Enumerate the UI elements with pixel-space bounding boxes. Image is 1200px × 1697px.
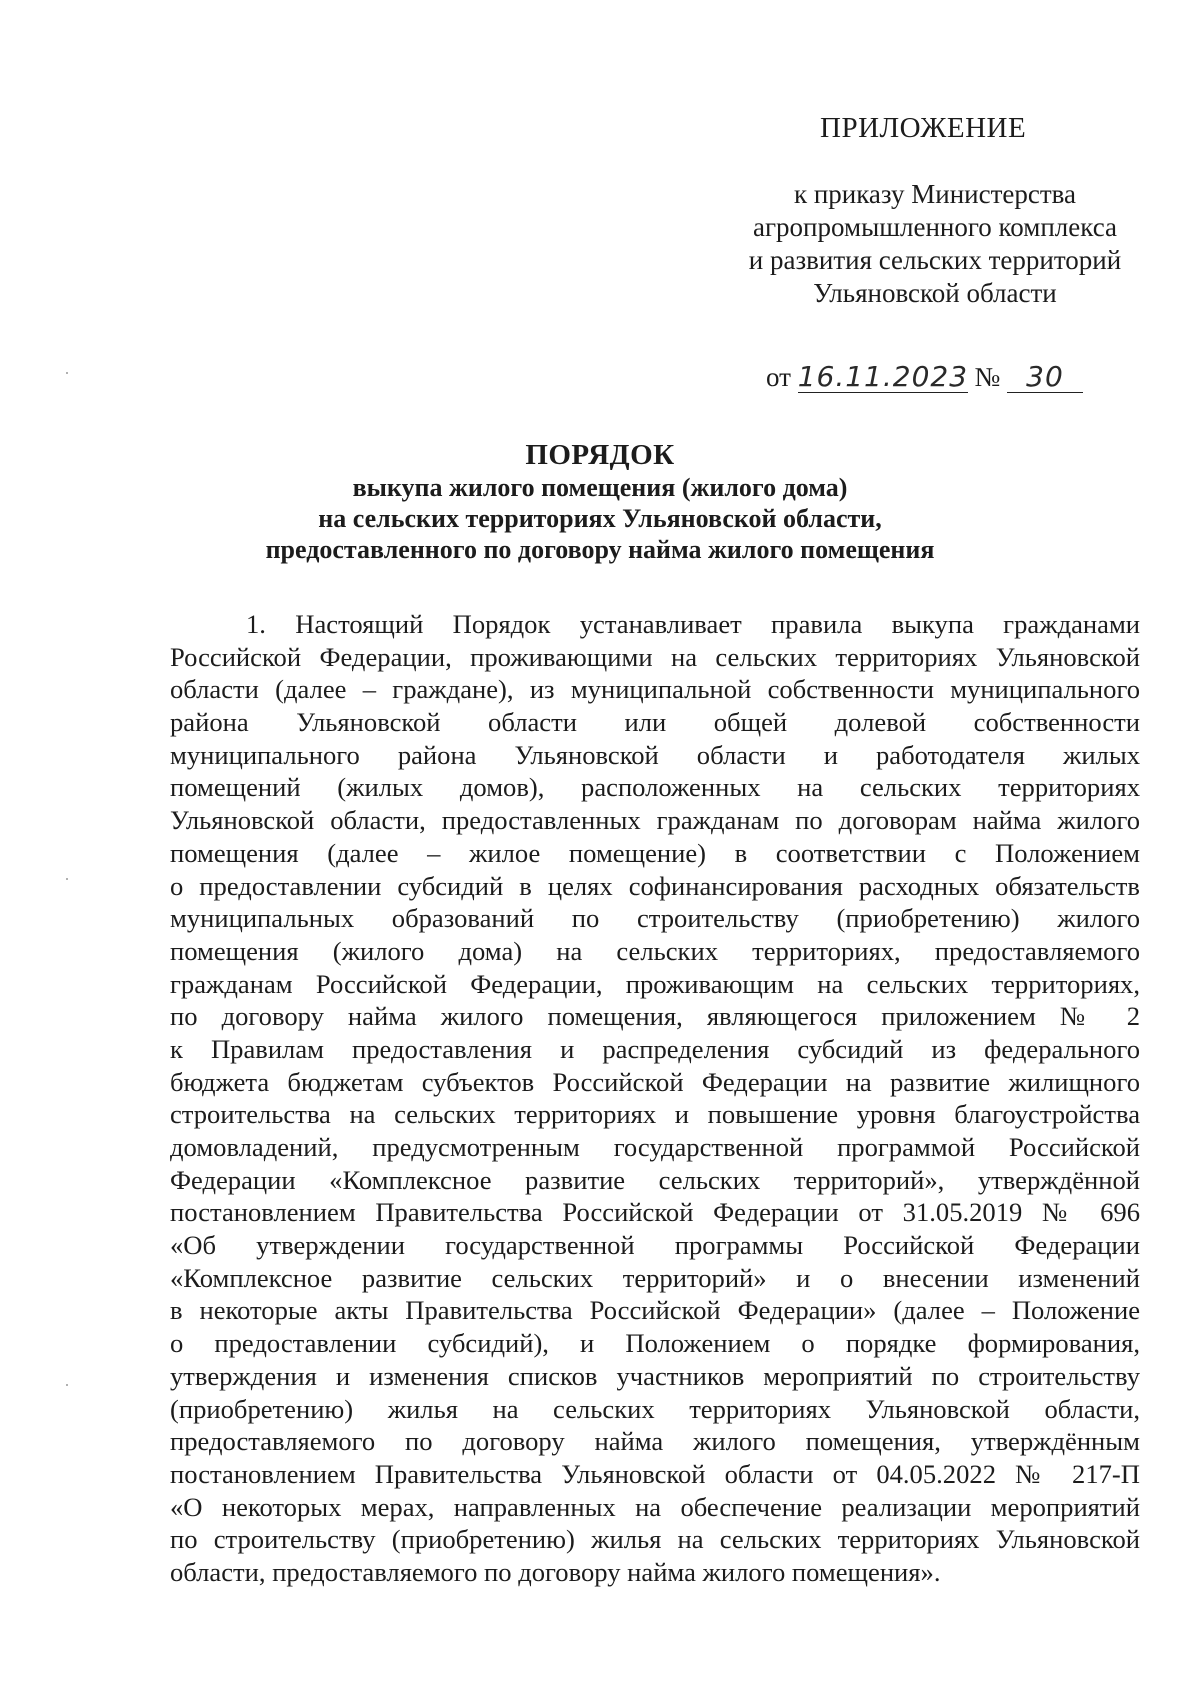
order-reference xyxy=(690,178,1180,310)
body-line: по договору найма жилого помещения, являющегося приложением № 2 xyxy=(170,1001,1140,1032)
body-line: о предоставлении субсидий), и Положением о порядке формирования, xyxy=(170,1328,1140,1359)
body-line: домовладений, предусмотренным государственной программой Российской xyxy=(170,1132,1140,1162)
order-ref-line: и развития сельских территорий xyxy=(748,245,1122,275)
paragraph-1 xyxy=(170,608,1140,1589)
body-line: в некоторые акты Правительства Российской Федерации» (далее – Положение xyxy=(170,1295,1140,1326)
body-line: постановлением Правительства Ульяновской области от 04.05.2022 № 217-П xyxy=(170,1458,1140,1489)
body-line: помещения (жилого дома) на сельских территориях, предоставляемого xyxy=(170,935,1140,966)
body-line: «О некоторых мерах, направленных на обеспечение реализации мероприятий xyxy=(170,1491,1140,1522)
scan-speck xyxy=(66,878,68,880)
body-line: по строительству (приобретению) жилья на сельских территориях Ульяновской xyxy=(170,1524,1140,1555)
heading-subtitle-line: на сельских территориях Ульяновской области, xyxy=(318,504,882,533)
body-line: (приобретению) жилья на сельских территориях Ульяновской области, xyxy=(170,1393,1140,1424)
body-line: Российской Федерации, проживающими на сельских территориях Ульяновской xyxy=(170,641,1140,672)
body-line: гражданам Российской Федерации, проживающим на сельских территориях, xyxy=(170,968,1140,999)
body-line: предоставляемого по договору найма жилого помещения, утверждённым xyxy=(170,1426,1140,1457)
body-line: области (далее – граждане), из муниципальной собственности муниципального xyxy=(170,674,1140,705)
appendix-title: ПРИЛОЖЕНИЕ xyxy=(820,112,1027,144)
order-ref-line: агропромышленного комплекса xyxy=(753,212,1117,242)
order-ref-line: к приказу Министерства xyxy=(793,179,1077,209)
body-line: постановлением Правительства Российской Федерации от 31.05.2019 № 696 xyxy=(170,1197,1140,1228)
document-heading xyxy=(100,438,1100,565)
order-date-number xyxy=(766,362,1083,393)
body-line: строительства на сельских территориях и повышение уровня благоустройства xyxy=(170,1099,1140,1130)
heading-title: ПОРЯДОК xyxy=(525,439,675,471)
body-line: помещений (жилых домов), расположенных на сельских территориях xyxy=(170,772,1140,803)
body-line: муниципальных образований по строительству (приобретению) жилого xyxy=(170,903,1140,934)
scan-speck xyxy=(66,372,68,374)
date-prefix: от xyxy=(766,362,791,392)
body-line: 1. Настоящий Порядок устанавливает правила выкупа гражданами xyxy=(246,609,1140,639)
heading-subtitle-line: предоставленного по договору найма жилого помещения xyxy=(265,535,935,564)
heading-subtitle-line: выкупа жилого помещения (жилого дома) xyxy=(352,473,848,502)
body-line: Ульяновской области, предоставленных гражданам по договорам найма жилого xyxy=(170,805,1140,836)
handwritten-date: 16.11.2023 xyxy=(797,360,969,393)
order-ref-line: Ульяновской области xyxy=(813,278,1057,308)
body-line: к Правилам предоставления и распределения субсидий из федерального xyxy=(170,1033,1140,1064)
number-sign: № xyxy=(974,362,1001,392)
body-line: «Об утверждении государственной программы Российской Федерации xyxy=(170,1230,1140,1261)
body-line: района Ульяновской области или общей долевой собственности xyxy=(170,707,1140,738)
body-line: муниципального района Ульяновской области и работодателя жилых xyxy=(170,739,1140,770)
body-line: Федерации «Комплексное развитие сельских территорий», утверждённой xyxy=(170,1164,1140,1195)
scan-speck xyxy=(66,1384,68,1386)
body-line: бюджета бюджетам субъектов Российской Федерации на развитие жилищного xyxy=(170,1066,1140,1097)
handwritten-number: 30 xyxy=(1007,362,1083,393)
body-line: помещения (далее – жилое помещение) в соответствии с Положением xyxy=(170,837,1140,868)
body-line: утверждения и изменения списков участников мероприятий по строительству xyxy=(170,1360,1140,1391)
body-line: области, предоставляемого по договору найма жилого помещения». xyxy=(170,1556,941,1587)
body-line: о предоставлении субсидий в целях софинансирования расходных обязательств xyxy=(170,870,1140,901)
body-line: «Комплексное развитие сельских территорий» и о внесении изменений xyxy=(170,1262,1140,1293)
